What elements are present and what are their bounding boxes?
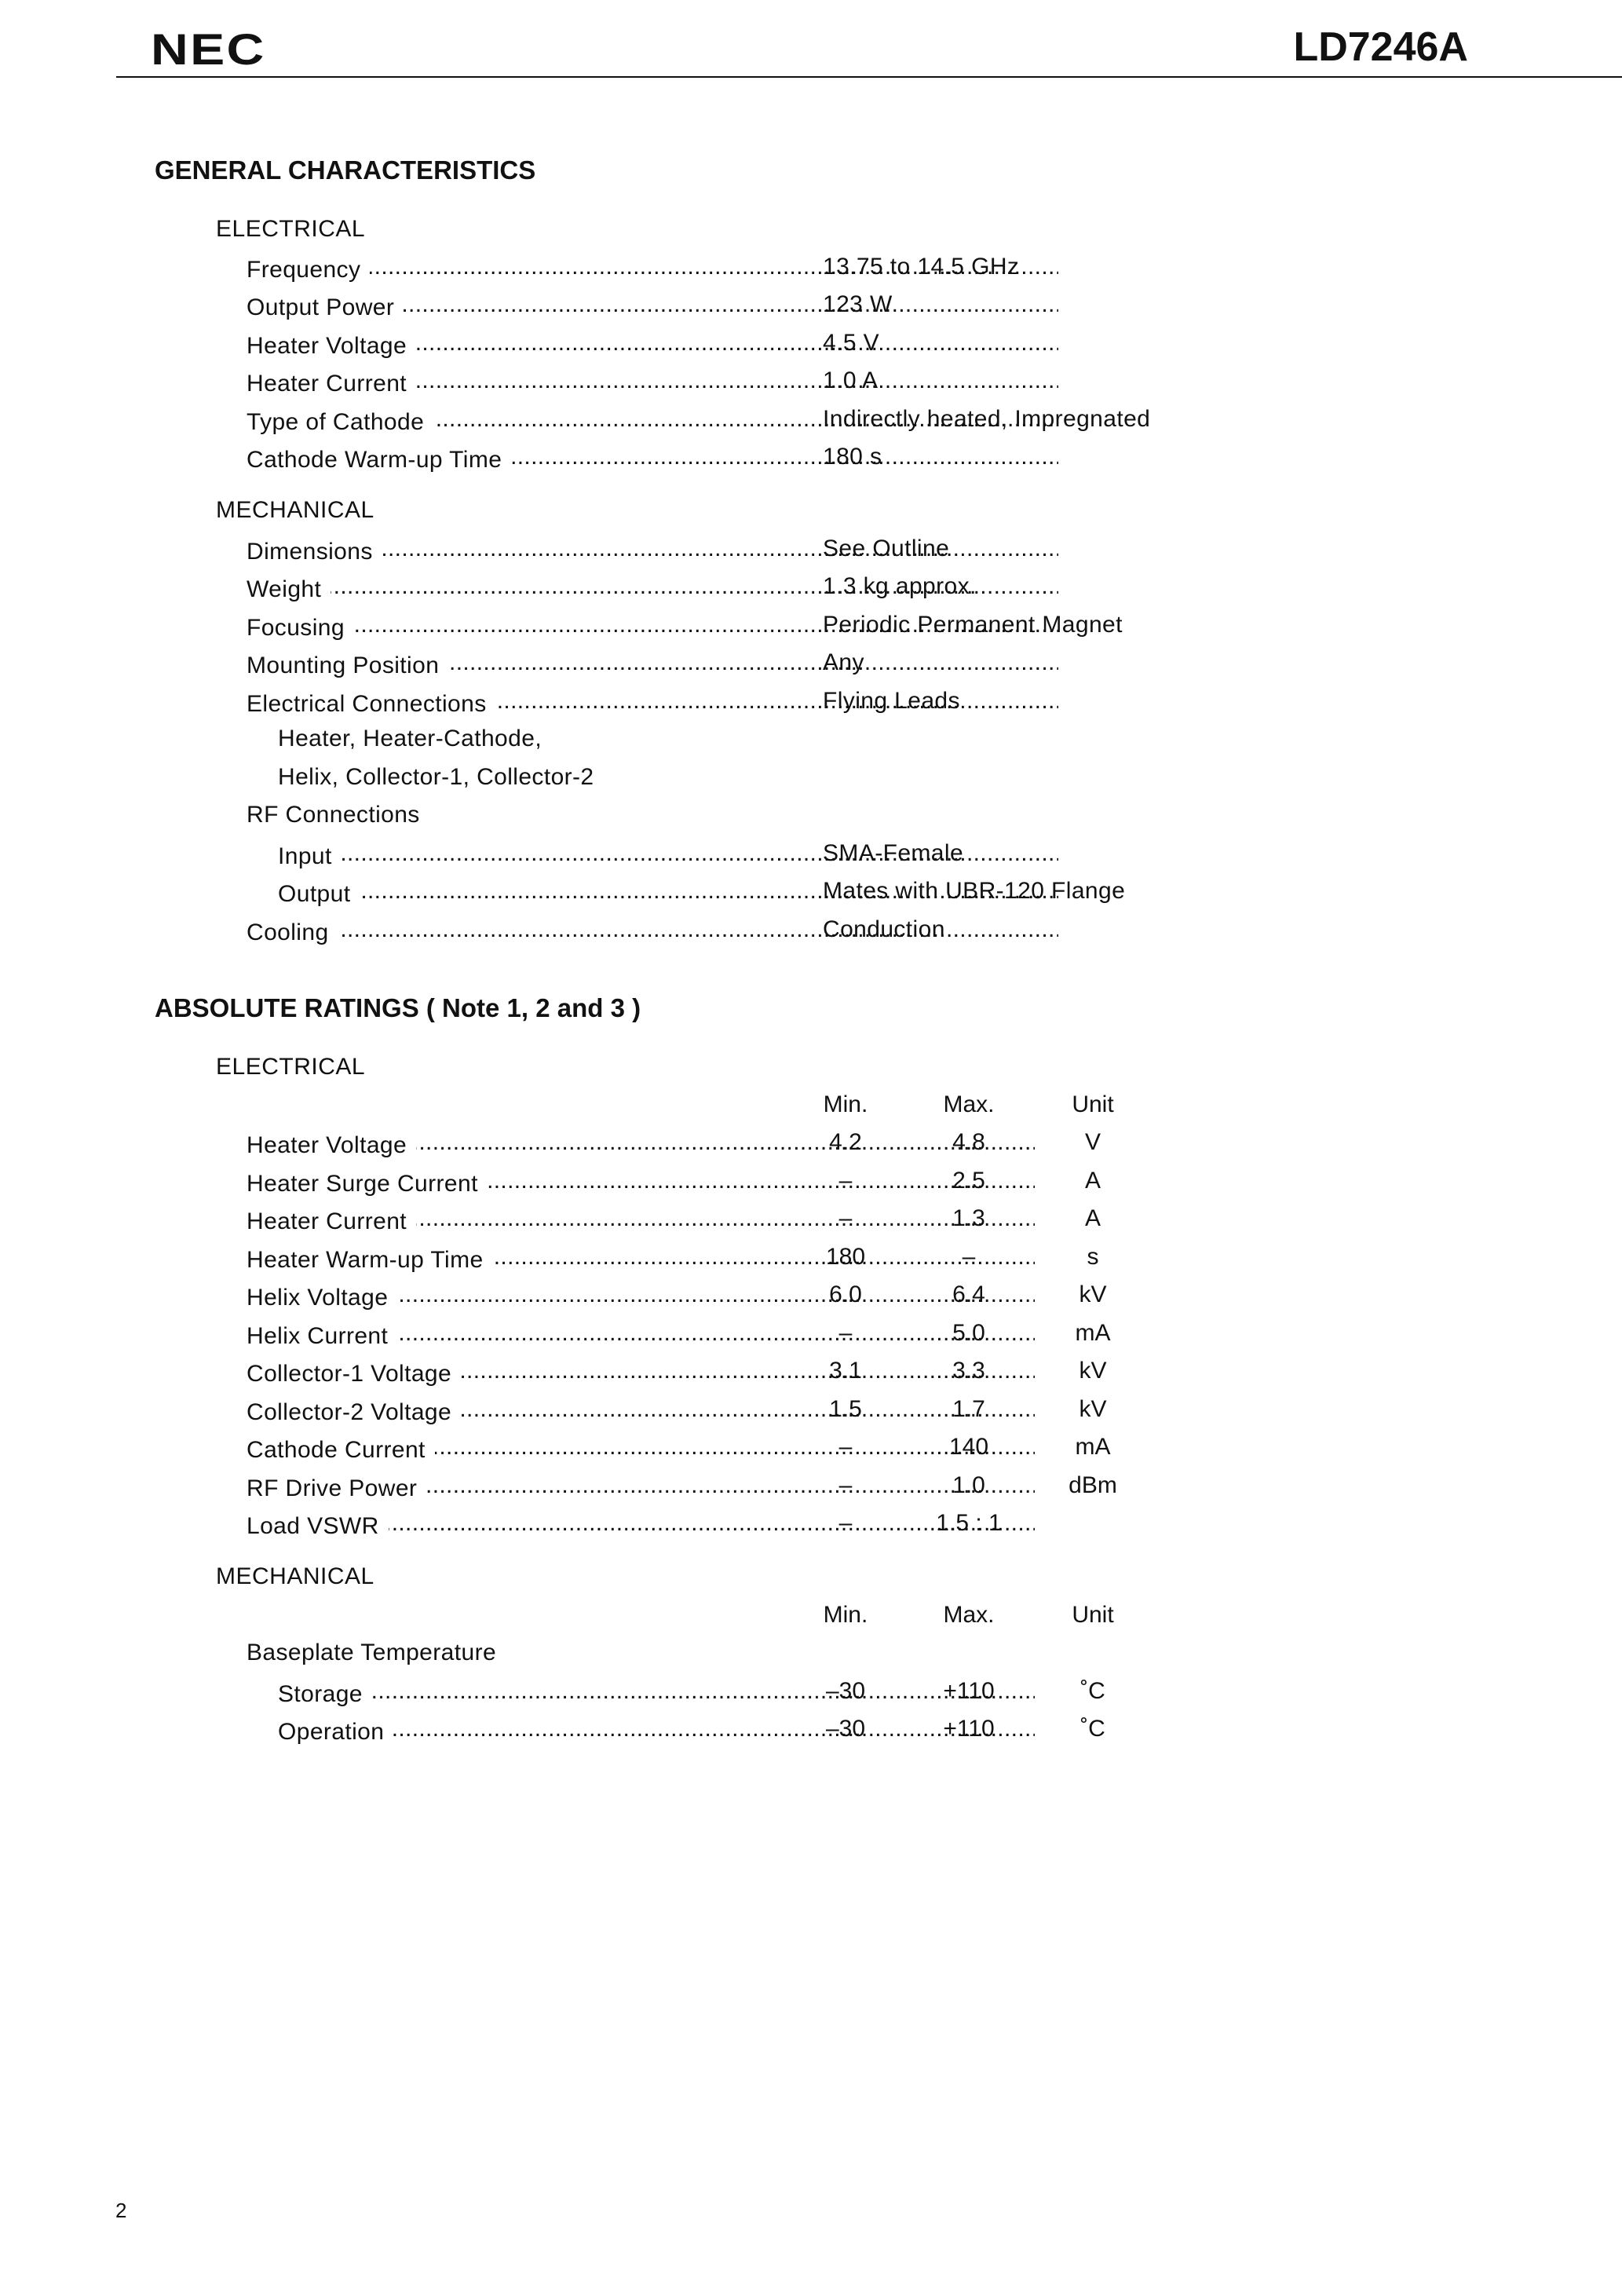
ratings-electrical-label: ELECTRICAL	[216, 1054, 366, 1080]
rating-row	[247, 1205, 1039, 1237]
rating-row	[247, 1320, 1039, 1351]
rating-max: 3.3	[952, 1358, 985, 1384]
rating-min: –	[838, 1168, 853, 1194]
spec-label: Weight	[247, 576, 322, 602]
rating-label: Cathode Current	[247, 1437, 426, 1463]
spec-value: Conduction	[823, 916, 945, 942]
rating-row	[247, 1281, 1039, 1313]
spec-row	[247, 254, 1063, 285]
rating-unit: dBm	[1069, 1472, 1117, 1498]
spec-row	[278, 878, 1126, 909]
rating-max: –	[962, 1244, 976, 1270]
rating-row	[247, 1434, 1039, 1465]
spec-value: Flying Leads	[823, 688, 960, 714]
rating-max: 1.0	[952, 1472, 985, 1498]
rating-label: Collector-1 Voltage	[247, 1361, 452, 1387]
spec-value: 180 s	[823, 444, 882, 470]
dot-leader	[416, 330, 1058, 353]
rating-min: –30	[825, 1678, 866, 1704]
general-characteristics-title: GENERAL CHARACTERISTICS	[155, 155, 536, 185]
rating-max: 1.3	[952, 1205, 985, 1231]
rating-max: 1.5 : 1	[936, 1510, 1002, 1536]
spec-value: Indirectly heated, Impregnated	[823, 406, 1151, 432]
rating-max: 4.8	[952, 1129, 985, 1155]
rating-label: Heater Current	[247, 1208, 407, 1234]
spec-label: Frequency	[247, 257, 361, 283]
rating-min: –	[838, 1320, 853, 1346]
baseplate-temperature-label: Baseplate Temperature	[247, 1640, 497, 1665]
rating-min: 4.2	[829, 1129, 862, 1155]
rating-row	[247, 1129, 1039, 1161]
spec-row	[247, 688, 1063, 719]
rating-min: 6.0	[829, 1281, 862, 1307]
column-header-min: Min.	[823, 1091, 868, 1117]
rating-min: –	[838, 1472, 853, 1498]
spec-value: Any	[823, 649, 864, 675]
rating-label: Collector-2 Voltage	[247, 1399, 452, 1425]
rating-unit: s	[1087, 1244, 1099, 1270]
spec-label: Output	[278, 881, 351, 907]
dot-leader	[496, 688, 1058, 711]
column-header-max: Max.	[943, 1602, 995, 1628]
rating-unit: mA	[1075, 1320, 1111, 1346]
rf-connections-label: RF Connections	[247, 802, 420, 828]
rating-unit: ˚C	[1080, 1716, 1105, 1742]
rating-label: Heater Warm-up Time	[247, 1247, 484, 1273]
dot-leader	[511, 444, 1058, 467]
spec-value: Mates with UBR-120 Flange	[823, 878, 1126, 904]
rating-min: –	[838, 1510, 853, 1536]
column-header-unit: Unit	[1072, 1602, 1114, 1628]
rating-max: 2.5	[952, 1168, 985, 1194]
rating-unit: A	[1084, 1168, 1101, 1194]
connections-detail-line: Helix, Collector-1, Collector-2	[278, 764, 594, 790]
rating-unit: mA	[1075, 1434, 1111, 1460]
rating-min: 3.1	[829, 1358, 862, 1384]
spec-row	[247, 291, 1063, 323]
rating-row	[247, 1168, 1039, 1199]
model-number: LD7246A	[1293, 24, 1468, 70]
spec-value: 13.75 to 14.5 GHz	[823, 254, 1020, 280]
spec-label: Cathode Warm-up Time	[247, 447, 502, 473]
dot-leader	[448, 649, 1058, 673]
general-electrical-label: ELECTRICAL	[216, 216, 366, 242]
rating-label: Heater Surge Current	[247, 1171, 478, 1197]
spec-value: Periodic Permanent Magnet	[823, 612, 1123, 638]
spec-label: Dimensions	[247, 539, 373, 565]
general-mechanical-label: MECHANICAL	[216, 497, 374, 523]
spec-row	[278, 840, 1063, 872]
spec-label: Input	[278, 843, 332, 869]
rating-min: –	[838, 1205, 853, 1231]
connections-detail-line: Heater, Heater-Cathode,	[278, 726, 542, 751]
spec-row	[247, 367, 1063, 399]
spec-label: Type of Cathode	[247, 409, 425, 435]
spec-value: 123 W	[823, 291, 893, 317]
dot-leader	[404, 291, 1058, 315]
column-header-min: Min.	[823, 1602, 868, 1628]
rating-label: Operation	[278, 1719, 385, 1745]
rating-unit: ˚C	[1080, 1678, 1105, 1704]
header-rule	[116, 76, 1622, 78]
spec-row	[247, 612, 1123, 643]
rating-unit: kV	[1079, 1396, 1107, 1422]
rating-unit: kV	[1079, 1358, 1107, 1384]
ratings-mechanical-label: MECHANICAL	[216, 1563, 374, 1589]
spec-row	[247, 444, 1063, 475]
spec-row	[247, 330, 1063, 361]
spec-row	[247, 406, 1151, 437]
spec-value: See Outline	[823, 536, 950, 561]
rating-row	[247, 1472, 1039, 1504]
page-number: 2	[115, 2199, 127, 2222]
spec-row	[247, 573, 1063, 605]
dot-leader	[338, 916, 1058, 940]
column-header-unit: Unit	[1072, 1091, 1114, 1117]
rating-max: +110	[943, 1716, 995, 1742]
spec-row	[247, 916, 1063, 948]
spec-value: 1.0 A	[823, 367, 879, 393]
spec-label: Focusing	[247, 615, 345, 641]
spec-value: SMA-Female	[823, 840, 964, 866]
dot-leader	[382, 536, 1058, 559]
spec-label: Electrical Connections	[247, 691, 487, 717]
spec-row	[247, 536, 1063, 567]
rating-max: +110	[943, 1678, 995, 1704]
spec-value: 4.5 V	[823, 330, 880, 356]
rating-unit: A	[1084, 1205, 1101, 1231]
rating-row	[247, 1510, 1039, 1541]
spec-label: Cooling	[247, 919, 329, 945]
rating-row	[247, 1358, 1039, 1389]
spec-row	[247, 649, 1063, 681]
rating-label: Load VSWR	[247, 1513, 379, 1539]
spec-label: Heater Voltage	[247, 333, 407, 359]
rating-min: 1.5	[829, 1396, 862, 1422]
rating-max: 1.7	[952, 1396, 985, 1422]
rating-min: –	[838, 1434, 853, 1460]
absolute-ratings-title: ABSOLUTE RATINGS ( Note 1, 2 and 3 )	[155, 993, 641, 1022]
nec-logo: NEC	[151, 24, 266, 74]
rating-unit: V	[1084, 1129, 1101, 1155]
dot-leader	[416, 367, 1058, 391]
rating-min: 180	[825, 1244, 866, 1270]
rating-label: Heater Voltage	[247, 1132, 407, 1158]
rating-max: 140	[948, 1434, 989, 1460]
rating-max: 6.4	[952, 1281, 985, 1307]
rating-label: Helix Voltage	[247, 1285, 389, 1311]
spec-label: Heater Current	[247, 371, 407, 397]
spec-value: 1.3 kg approx.	[823, 573, 977, 599]
spec-label: Output Power	[247, 294, 395, 320]
rating-label: Storage	[278, 1681, 363, 1707]
rating-label: RF Drive Power	[247, 1475, 418, 1501]
rating-unit: kV	[1079, 1281, 1107, 1307]
column-header-max: Max.	[943, 1091, 995, 1117]
rating-row	[247, 1244, 1039, 1275]
rating-max: 5.0	[952, 1320, 985, 1346]
rating-min: –30	[825, 1716, 866, 1742]
rating-label: Helix Current	[247, 1323, 389, 1349]
rating-row	[247, 1396, 1039, 1428]
spec-label: Mounting Position	[247, 653, 440, 678]
